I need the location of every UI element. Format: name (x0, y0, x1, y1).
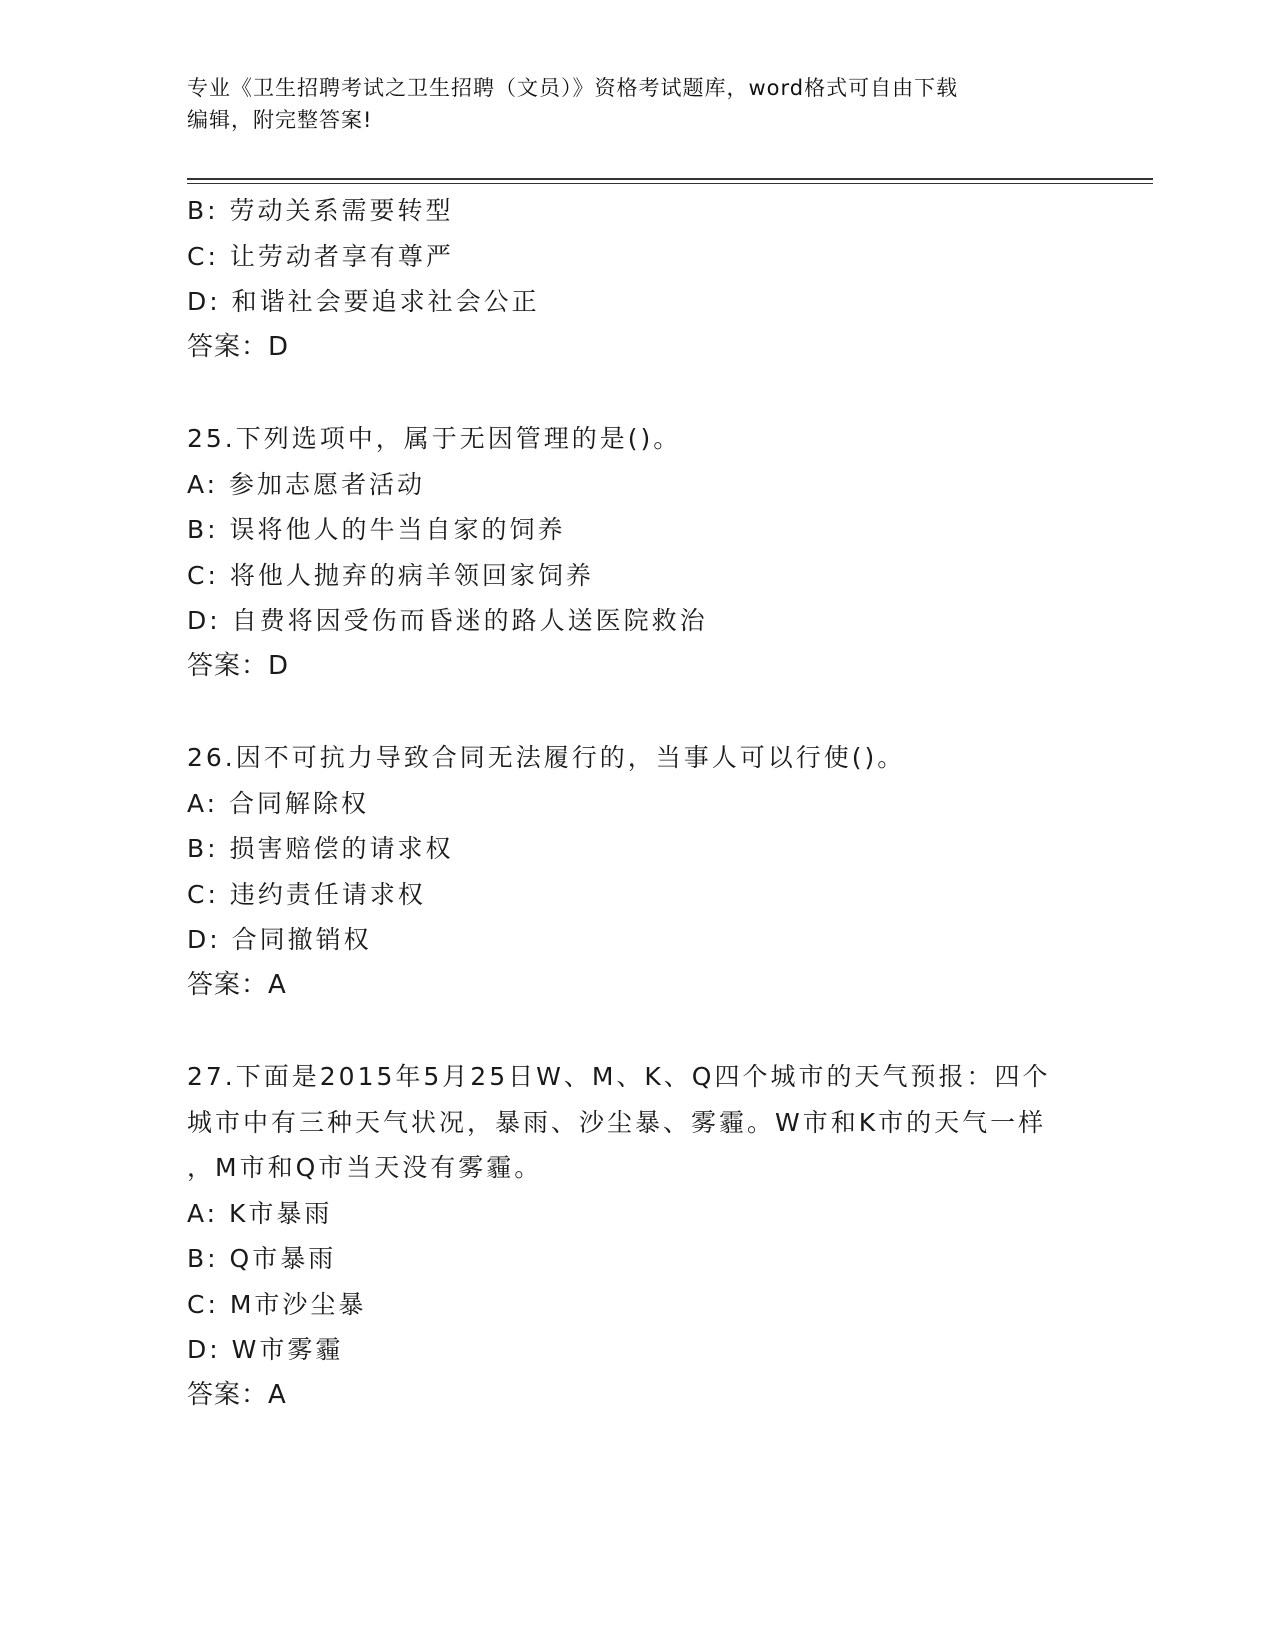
header-line-2: 编辑，附完整答案! (187, 108, 373, 132)
question-stem: 25.下列选项中，属于无因管理的是()。 (187, 424, 682, 453)
answer-text: 答案：D (187, 331, 290, 362)
option-c: C: 让劳动者享有尊严 (187, 241, 454, 271)
option-c: C: M市沙尘暴 (187, 1289, 367, 1319)
option-a: A: 参加志愿者活动 (187, 469, 426, 499)
question-block-27 (187, 1054, 1087, 1418)
document-header (187, 72, 1067, 136)
question-list (187, 188, 1087, 1418)
question-block-26 (187, 735, 1087, 1008)
question-stem: 26.因不可抗力导致合同无法履行的，当事人可以行使()。 (187, 743, 906, 772)
option-d: D: 自费将因受伤而昏迷的路人送医院救治 (187, 606, 708, 635)
option-d: D: 和谐社会要追求社会公正 (187, 287, 540, 316)
question-stem-line-1: 27.下面是2015年5月25日W、M、K、Q四个城市的天气预报：四个 (187, 1062, 1051, 1091)
header-line-1: 专业《卫生招聘考试之卫生招聘（文员）》资格考试题库，word格式可自由下载 (187, 76, 959, 100)
answer-text: 答案：A (187, 1379, 287, 1410)
option-d: D: W市雾霾 (187, 1335, 344, 1364)
option-b: B: 损害赔偿的请求权 (187, 834, 454, 863)
option-b: B: Q市暴雨 (187, 1244, 337, 1273)
option-d: D: 合同撤销权 (187, 925, 372, 954)
answer-text: 答案：D (187, 650, 290, 681)
option-b: B: 劳动关系需要转型 (187, 196, 454, 225)
question-stem-line-3: ，M市和Q市当天没有雾霾。 (187, 1153, 543, 1182)
option-c: C: 违约责任请求权 (187, 879, 426, 909)
question-block-24 (187, 188, 1087, 370)
option-b: B: 误将他人的牛当自家的饲养 (187, 515, 566, 544)
option-c: C: 将他人抛弃的病羊领回家饲养 (187, 560, 594, 590)
answer-text: 答案：A (187, 969, 287, 1000)
question-block-25 (187, 416, 1087, 689)
option-a: A: K市暴雨 (187, 1198, 333, 1228)
header-divider-thin (187, 183, 1153, 184)
header-divider-thick (187, 178, 1153, 180)
option-a: A: 合同解除权 (187, 788, 370, 818)
question-stem-line-2: 城市中有三种天气状况，暴雨、沙尘暴、雾霾。W市和K市的天气一样 (187, 1107, 1047, 1137)
